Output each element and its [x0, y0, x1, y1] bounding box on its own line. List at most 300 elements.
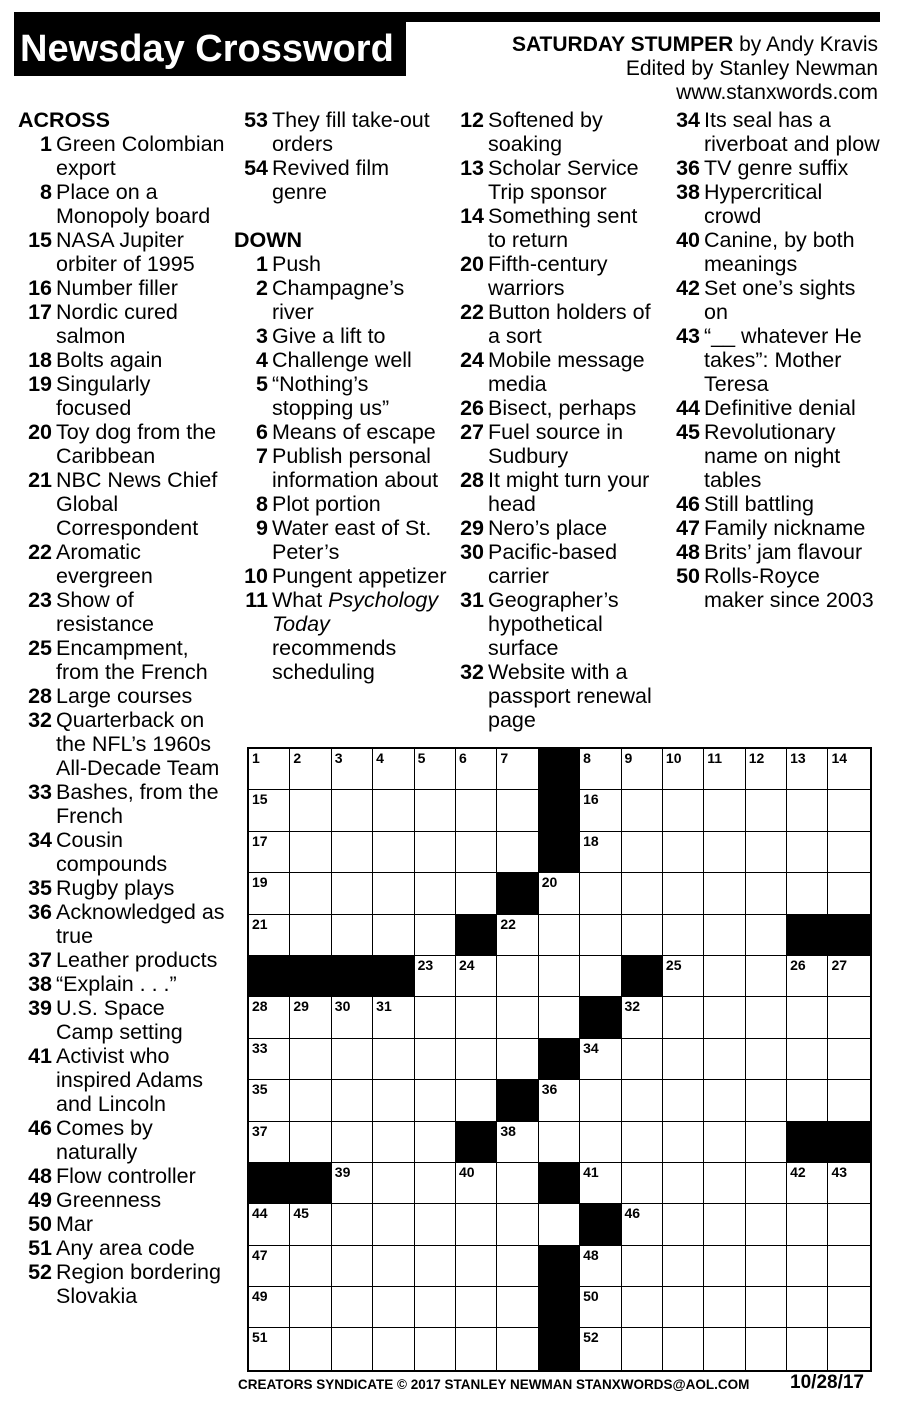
grid-cell[interactable]: [539, 1122, 580, 1163]
grid-cell[interactable]: [622, 1204, 663, 1245]
grid-cell[interactable]: [290, 915, 331, 956]
down-clue[interactable]: [666, 396, 880, 420]
grid-cell[interactable]: [456, 997, 497, 1038]
across-clue[interactable]: [18, 972, 228, 996]
across-clue[interactable]: [18, 588, 228, 636]
down-clue[interactable]: [234, 372, 448, 420]
grid-cell[interactable]: [290, 873, 331, 914]
grid-cell[interactable]: [580, 1163, 621, 1204]
grid-cell[interactable]: [622, 1163, 663, 1204]
grid-cell[interactable]: [332, 790, 373, 831]
grid-cell[interactable]: [787, 790, 828, 831]
grid-cell[interactable]: [663, 873, 704, 914]
grid-cell[interactable]: [249, 873, 290, 914]
grid-cell[interactable]: [332, 1328, 373, 1369]
grid-cell[interactable]: [746, 1163, 787, 1204]
cell-number: 19: [252, 874, 268, 891]
grid-cell[interactable]: [456, 1204, 497, 1245]
grid-cell[interactable]: [373, 1122, 414, 1163]
grid-cell[interactable]: [290, 1246, 331, 1287]
down-clue[interactable]: [234, 276, 448, 324]
grid-cell[interactable]: [249, 1328, 290, 1369]
grid-cell[interactable]: [373, 1080, 414, 1121]
grid-cell[interactable]: [580, 790, 621, 831]
grid-cell[interactable]: [415, 956, 456, 997]
grid-cell[interactable]: [704, 1122, 745, 1163]
grid-cell[interactable]: [663, 1204, 704, 1245]
grid-cell[interactable]: [539, 1080, 580, 1121]
grid-cell[interactable]: [539, 873, 580, 914]
grid-cell[interactable]: [704, 1204, 745, 1245]
down-clue[interactable]: [450, 516, 660, 540]
grid-cell[interactable]: [373, 1287, 414, 1328]
cell-number: 21: [252, 915, 268, 932]
grid-cell[interactable]: [415, 1246, 456, 1287]
grid-cell[interactable]: [539, 1204, 580, 1245]
grid-cell[interactable]: [456, 832, 497, 873]
grid-cell[interactable]: [290, 832, 331, 873]
clue-text: Region bordering Slovakia: [56, 1260, 221, 1308]
clue-number: 45: [676, 420, 700, 444]
grid-cell[interactable]: [249, 1204, 290, 1245]
grid-cell[interactable]: [415, 1287, 456, 1328]
grid-cell[interactable]: [704, 790, 745, 831]
grid-cell[interactable]: [456, 1246, 497, 1287]
grid-cell[interactable]: [828, 1328, 869, 1369]
down-clue[interactable]: [234, 564, 448, 588]
grid-cell[interactable]: [373, 1204, 414, 1245]
grid-cell[interactable]: [828, 1246, 869, 1287]
down-clue[interactable]: [450, 252, 660, 300]
grid-cell[interactable]: [828, 1039, 869, 1080]
grid-cell[interactable]: [663, 1287, 704, 1328]
down-clue[interactable]: [234, 516, 448, 564]
grid-cell[interactable]: [828, 873, 869, 914]
grid-cell[interactable]: [332, 997, 373, 1038]
down-clue[interactable]: [666, 516, 880, 540]
grid-cell[interactable]: [332, 873, 373, 914]
across-clue[interactable]: [18, 1044, 228, 1116]
grid-cell[interactable]: [787, 1080, 828, 1121]
clue-text: Number filler: [56, 276, 178, 300]
grid-cell[interactable]: [622, 1328, 663, 1369]
grid-cell[interactable]: [622, 790, 663, 831]
grid-cell[interactable]: [373, 915, 414, 956]
grid-cell[interactable]: [663, 1163, 704, 1204]
across-clue[interactable]: [18, 468, 228, 540]
grid-cell[interactable]: [622, 915, 663, 956]
clue-number: 22: [460, 300, 484, 324]
grid-cell[interactable]: [497, 1163, 538, 1204]
grid-cell[interactable]: [249, 1122, 290, 1163]
grid-cell[interactable]: [249, 1287, 290, 1328]
grid-cell[interactable]: [828, 1204, 869, 1245]
grid-cell[interactable]: [415, 873, 456, 914]
grid-cell[interactable]: [456, 1039, 497, 1080]
down-clue[interactable]: [450, 660, 660, 732]
grid-cell[interactable]: [663, 956, 704, 997]
grid-cell[interactable]: [415, 1122, 456, 1163]
cell-number: 42: [790, 1163, 806, 1180]
cell-number: 15: [252, 791, 268, 808]
grid-cell[interactable]: [415, 997, 456, 1038]
grid-cell[interactable]: [580, 1328, 621, 1369]
grid-cell[interactable]: [332, 832, 373, 873]
grid-cell[interactable]: [704, 1328, 745, 1369]
grid-cell[interactable]: [580, 1246, 621, 1287]
across-clue[interactable]: [18, 1164, 228, 1188]
across-clue[interactable]: [18, 1212, 228, 1236]
clue-number: 8: [256, 492, 268, 516]
clue-number: 44: [676, 396, 700, 420]
grid-cell[interactable]: [373, 873, 414, 914]
grid-cell[interactable]: [373, 790, 414, 831]
across-clue[interactable]: [18, 900, 228, 948]
grid-cell[interactable]: [704, 1080, 745, 1121]
grid-cell[interactable]: [290, 1328, 331, 1369]
grid-cell[interactable]: [249, 790, 290, 831]
across-clue[interactable]: [18, 1116, 228, 1164]
grid-cell[interactable]: [415, 749, 456, 790]
grid-cell[interactable]: [787, 749, 828, 790]
grid-cell[interactable]: [373, 1039, 414, 1080]
grid-cell[interactable]: [415, 915, 456, 956]
grid-cell[interactable]: [580, 873, 621, 914]
grid-cell[interactable]: [332, 1080, 373, 1121]
grid-cell[interactable]: [332, 1039, 373, 1080]
across-clue[interactable]: [18, 180, 228, 228]
down-clue[interactable]: [450, 108, 660, 156]
down-clue[interactable]: [234, 588, 448, 684]
grid-cell[interactable]: [415, 1080, 456, 1121]
clue-text: Show of resistance: [56, 588, 154, 636]
across-clue[interactable]: [18, 1260, 228, 1308]
grid-cell[interactable]: [787, 1163, 828, 1204]
down-clue[interactable]: [666, 228, 880, 276]
across-clue[interactable]: [18, 276, 228, 300]
grid-cell[interactable]: [497, 1039, 538, 1080]
across-clue[interactable]: [18, 708, 228, 780]
grid-cell[interactable]: [746, 915, 787, 956]
down-clue[interactable]: [666, 108, 880, 156]
grid-cell[interactable]: [746, 1080, 787, 1121]
grid-cell[interactable]: [249, 832, 290, 873]
down-clue[interactable]: [666, 324, 880, 396]
clue-number: 48: [28, 1164, 52, 1188]
grid-cell[interactable]: [373, 997, 414, 1038]
down-clue[interactable]: [450, 156, 660, 204]
grid-cell[interactable]: [497, 1122, 538, 1163]
grid-cell[interactable]: [828, 1080, 869, 1121]
clue-text: Publish personal information about: [272, 444, 439, 492]
down-clue[interactable]: [450, 396, 660, 420]
across-clue[interactable]: [18, 372, 228, 420]
across-clue[interactable]: [234, 156, 448, 204]
down-clue[interactable]: [450, 300, 660, 348]
grid-cell[interactable]: [249, 915, 290, 956]
grid-cell[interactable]: [622, 1039, 663, 1080]
grid-cell[interactable]: [373, 1328, 414, 1369]
grid-cell[interactable]: [787, 1204, 828, 1245]
grid-cell[interactable]: [249, 1246, 290, 1287]
grid-cell[interactable]: [497, 790, 538, 831]
crossword-grid[interactable]: [247, 747, 872, 1372]
grid-cell[interactable]: [828, 1287, 869, 1328]
down-clue[interactable]: [234, 348, 448, 372]
clue-text: Geographer’s hypothetical surface: [488, 588, 619, 660]
grid-cell[interactable]: [456, 749, 497, 790]
grid-cell[interactable]: [539, 956, 580, 997]
grid-cell[interactable]: [746, 956, 787, 997]
clue-text: Nero’s place: [488, 516, 608, 540]
grid-cell[interactable]: [580, 1122, 621, 1163]
across-clue[interactable]: [18, 684, 228, 708]
grid-cell[interactable]: [746, 997, 787, 1038]
clue-text: Website with a passport renewal page: [488, 660, 652, 732]
clue-text: Rolls-Royce maker since 2003: [704, 564, 874, 612]
grid-cell[interactable]: [415, 1328, 456, 1369]
grid-cell[interactable]: [828, 956, 869, 997]
across-clue[interactable]: [18, 300, 228, 348]
grid-cell[interactable]: [497, 749, 538, 790]
grid-cell[interactable]: [373, 832, 414, 873]
black-square: [580, 1204, 621, 1245]
across-clue[interactable]: [18, 996, 228, 1044]
grid-cell[interactable]: [580, 749, 621, 790]
grid-cell[interactable]: [787, 1246, 828, 1287]
grid-cell[interactable]: [539, 915, 580, 956]
grid-cell[interactable]: [704, 1287, 745, 1328]
grid-cell[interactable]: [746, 1328, 787, 1369]
down-clue[interactable]: [666, 420, 880, 492]
grid-cell[interactable]: [539, 997, 580, 1038]
down-clue[interactable]: [666, 180, 880, 228]
down-clue[interactable]: [234, 324, 448, 348]
grid-cell[interactable]: [787, 956, 828, 997]
across-clue[interactable]: [18, 132, 228, 180]
grid-cell[interactable]: [415, 790, 456, 831]
cell-number: 25: [665, 956, 682, 973]
down-clue[interactable]: [234, 252, 448, 276]
grid-cell[interactable]: [497, 915, 538, 956]
cell-number: 23: [417, 956, 434, 973]
down-clue[interactable]: [450, 204, 660, 252]
grid-cell[interactable]: [787, 997, 828, 1038]
grid-cell[interactable]: [746, 1204, 787, 1245]
grid-cell[interactable]: [828, 832, 869, 873]
grid-cell[interactable]: [456, 1287, 497, 1328]
grid-cell[interactable]: [456, 1328, 497, 1369]
grid-cell[interactable]: [332, 1287, 373, 1328]
grid-cell[interactable]: [663, 790, 704, 831]
down-clue[interactable]: [450, 540, 660, 588]
grid-cell[interactable]: [828, 997, 869, 1038]
grid-cell[interactable]: [249, 1080, 290, 1121]
grid-cell[interactable]: [332, 1246, 373, 1287]
down-clue[interactable]: [666, 540, 880, 564]
grid-cell[interactable]: [290, 1039, 331, 1080]
grid-cell[interactable]: [580, 832, 621, 873]
grid-cell[interactable]: [704, 1246, 745, 1287]
grid-cell[interactable]: [580, 915, 621, 956]
grid-cell[interactable]: [580, 1287, 621, 1328]
grid-cell[interactable]: [415, 1039, 456, 1080]
grid-cell[interactable]: [622, 749, 663, 790]
clue-column-1: [18, 108, 228, 1308]
across-clue[interactable]: [18, 348, 228, 372]
clue-text: Mar: [56, 1212, 94, 1236]
grid-cell[interactable]: [290, 790, 331, 831]
grid-cell[interactable]: [704, 956, 745, 997]
grid-cell[interactable]: [497, 1204, 538, 1245]
down-clue[interactable]: [666, 492, 880, 516]
across-clue[interactable]: [18, 1188, 228, 1212]
grid-cell[interactable]: [663, 832, 704, 873]
grid-cell[interactable]: [332, 915, 373, 956]
across-clue[interactable]: [18, 780, 228, 828]
black-square: [828, 915, 869, 956]
grid-cell[interactable]: [249, 997, 290, 1038]
grid-cell[interactable]: [332, 749, 373, 790]
across-clue[interactable]: [18, 420, 228, 468]
grid-cell[interactable]: [787, 1039, 828, 1080]
down-clue[interactable]: [666, 276, 880, 324]
grid-cell[interactable]: [497, 1287, 538, 1328]
grid-cell[interactable]: [663, 1328, 704, 1369]
clue-text: Set one’s sights on: [704, 276, 856, 324]
grid-cell[interactable]: [415, 1204, 456, 1245]
grid-cell[interactable]: [290, 997, 331, 1038]
grid-cell[interactable]: [704, 915, 745, 956]
across-clue[interactable]: [234, 108, 448, 156]
grid-cell[interactable]: [746, 1287, 787, 1328]
grid-cell[interactable]: [663, 749, 704, 790]
grid-cell[interactable]: [456, 790, 497, 831]
grid-cell[interactable]: [663, 1246, 704, 1287]
grid-cell[interactable]: [580, 1080, 621, 1121]
grid-cell[interactable]: [249, 749, 290, 790]
grid-cell[interactable]: [415, 832, 456, 873]
down-clue[interactable]: [450, 420, 660, 468]
grid-cell[interactable]: [332, 1122, 373, 1163]
down-clue[interactable]: [450, 588, 660, 660]
grid-cell[interactable]: [332, 1163, 373, 1204]
grid-cell[interactable]: [497, 956, 538, 997]
grid-cell[interactable]: [828, 790, 869, 831]
down-clue[interactable]: [450, 348, 660, 396]
clue-number: 5: [256, 372, 268, 396]
grid-cell[interactable]: [746, 832, 787, 873]
grid-cell[interactable]: [746, 873, 787, 914]
grid-cell[interactable]: [456, 1080, 497, 1121]
down-clue[interactable]: [234, 420, 448, 444]
grid-cell[interactable]: [373, 1163, 414, 1204]
grid-cell[interactable]: [746, 749, 787, 790]
grid-cell[interactable]: [622, 1287, 663, 1328]
down-clue[interactable]: [666, 564, 880, 612]
grid-cell[interactable]: [497, 832, 538, 873]
clue-number: 3: [256, 324, 268, 348]
grid-cell[interactable]: [704, 1039, 745, 1080]
clue-number: 50: [676, 564, 700, 588]
grid-cell[interactable]: [787, 832, 828, 873]
grid-cell[interactable]: [746, 1246, 787, 1287]
grid-cell[interactable]: [580, 1039, 621, 1080]
grid-cell[interactable]: [456, 956, 497, 997]
grid-cell[interactable]: [663, 1122, 704, 1163]
grid-cell[interactable]: [704, 997, 745, 1038]
grid-cell[interactable]: [290, 1080, 331, 1121]
grid-cell[interactable]: [787, 1328, 828, 1369]
grid-cell[interactable]: [332, 1204, 373, 1245]
grid-cell[interactable]: [456, 873, 497, 914]
grid-cell[interactable]: [746, 1039, 787, 1080]
across-clue[interactable]: [18, 228, 228, 276]
grid-cell[interactable]: [663, 915, 704, 956]
grid-cell[interactable]: [746, 1122, 787, 1163]
grid-cell[interactable]: [622, 1246, 663, 1287]
across-clue[interactable]: [18, 948, 228, 972]
grid-cell[interactable]: [290, 1287, 331, 1328]
across-clue[interactable]: [18, 876, 228, 900]
down-clue[interactable]: [450, 468, 660, 516]
clue-text: Water east of St. Peter’s: [272, 516, 432, 564]
grid-cell[interactable]: [787, 873, 828, 914]
down-clue[interactable]: [666, 156, 880, 180]
grid-cell[interactable]: [663, 1039, 704, 1080]
grid-cell[interactable]: [290, 749, 331, 790]
grid-cell[interactable]: [746, 790, 787, 831]
clue-text: Canine, by both meanings: [704, 228, 855, 276]
clue-text: Revived film genre: [272, 156, 390, 204]
grid-cell[interactable]: [497, 1328, 538, 1369]
grid-cell[interactable]: [663, 1080, 704, 1121]
grid-cell[interactable]: [497, 1246, 538, 1287]
grid-cell[interactable]: [622, 873, 663, 914]
grid-cell[interactable]: [290, 1204, 331, 1245]
grid-cell[interactable]: [704, 749, 745, 790]
grid-cell[interactable]: [249, 1039, 290, 1080]
cell-number: 20: [541, 874, 558, 891]
grid-cell[interactable]: [290, 1122, 331, 1163]
across-clue[interactable]: [18, 828, 228, 876]
across-clue[interactable]: [18, 636, 228, 684]
grid-cell[interactable]: [373, 1246, 414, 1287]
grid-cell[interactable]: [456, 1163, 497, 1204]
down-clue[interactable]: [234, 444, 448, 492]
grid-cell[interactable]: [828, 1163, 869, 1204]
across-clue[interactable]: [18, 540, 228, 588]
grid-cell[interactable]: [663, 997, 704, 1038]
grid-cell[interactable]: [415, 1163, 456, 1204]
grid-cell[interactable]: [497, 997, 538, 1038]
website: www.stanxwords.com: [676, 81, 878, 104]
grid-cell[interactable]: [704, 873, 745, 914]
grid-cell[interactable]: [704, 832, 745, 873]
grid-cell[interactable]: [622, 997, 663, 1038]
grid-cell[interactable]: [622, 1080, 663, 1121]
grid-cell[interactable]: [373, 749, 414, 790]
grid-cell[interactable]: [580, 956, 621, 997]
down-clue[interactable]: [234, 492, 448, 516]
grid-cell[interactable]: [622, 832, 663, 873]
across-clue[interactable]: [18, 1236, 228, 1260]
grid-cell[interactable]: [828, 749, 869, 790]
grid-cell[interactable]: [704, 1163, 745, 1204]
grid-cell[interactable]: [622, 1122, 663, 1163]
grid-cell[interactable]: [787, 1287, 828, 1328]
clue-number: 46: [28, 1116, 52, 1140]
